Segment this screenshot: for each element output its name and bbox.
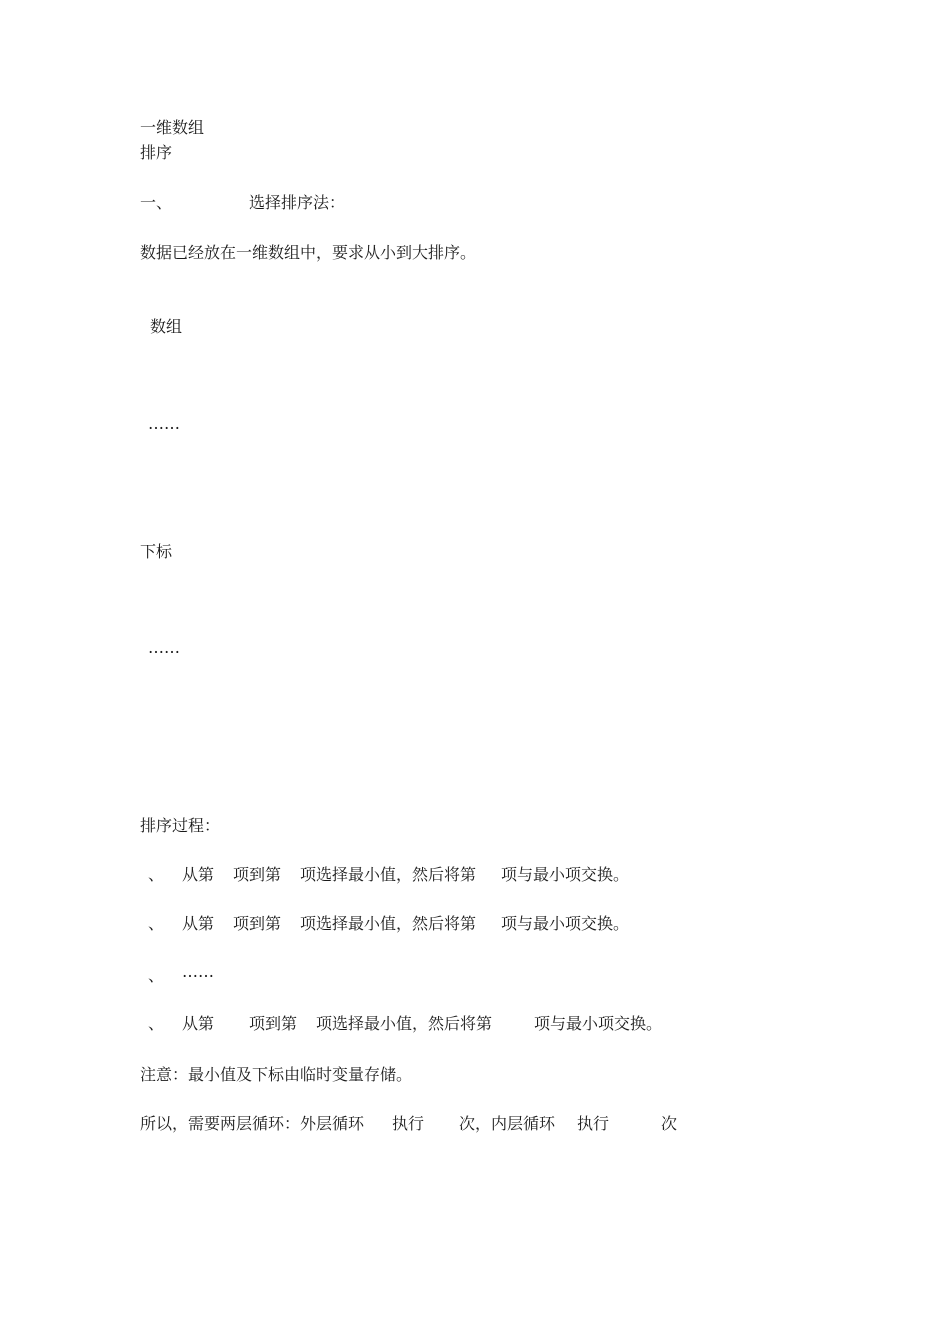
section-number: 一、 bbox=[140, 193, 173, 212]
step-marker: 、 bbox=[148, 1014, 165, 1033]
figure-index-label: 下标 bbox=[140, 542, 173, 561]
step-to: 项到第 bbox=[249, 1014, 298, 1033]
step-from: 从第 bbox=[182, 914, 215, 933]
conclusion-part-2: 执行 bbox=[392, 1114, 425, 1133]
conclusion-part-4: 执行 bbox=[577, 1114, 610, 1133]
conclusion-part-5: 次 bbox=[661, 1114, 678, 1133]
conclusion-part-1: 所以，需要两层循环：外层循环 bbox=[140, 1114, 365, 1133]
step-from: 从第 bbox=[182, 865, 215, 884]
figure-index-ellipsis: …… bbox=[148, 638, 180, 657]
note-paragraph: 注意：最小值及下标由临时变量存储。 bbox=[140, 1065, 413, 1084]
step-from: 从第 bbox=[182, 1014, 215, 1033]
conclusion-part-3: 次，内层循环 bbox=[459, 1114, 556, 1133]
process-heading: 排序过程： bbox=[140, 816, 221, 835]
step-marker: 、 bbox=[148, 865, 165, 884]
step-to: 项到第 bbox=[233, 865, 282, 884]
step-select: 项选择最小值，然后将第 bbox=[300, 914, 477, 933]
step-select: 项选择最小值，然后将第 bbox=[316, 1014, 493, 1033]
step-marker: 、 bbox=[148, 966, 165, 985]
intro-paragraph: 数据已经放在一维数组中，要求从小到大排序。 bbox=[140, 243, 477, 262]
title-line-2: 排序 bbox=[140, 143, 173, 162]
step-to: 项到第 bbox=[233, 914, 282, 933]
step-ellipsis: …… bbox=[182, 962, 214, 981]
step-swap: 项与最小项交换。 bbox=[534, 1014, 663, 1033]
figure-array-ellipsis: …… bbox=[148, 414, 180, 433]
step-swap: 项与最小项交换。 bbox=[501, 865, 630, 884]
step-select: 项选择最小值，然后将第 bbox=[300, 865, 477, 884]
section-title: 选择排序法： bbox=[249, 193, 346, 212]
title-line-1: 一维数组 bbox=[140, 118, 205, 137]
step-marker: 、 bbox=[148, 914, 165, 933]
step-swap: 项与最小项交换。 bbox=[501, 914, 630, 933]
figure-array-label: 数组 bbox=[150, 317, 183, 336]
